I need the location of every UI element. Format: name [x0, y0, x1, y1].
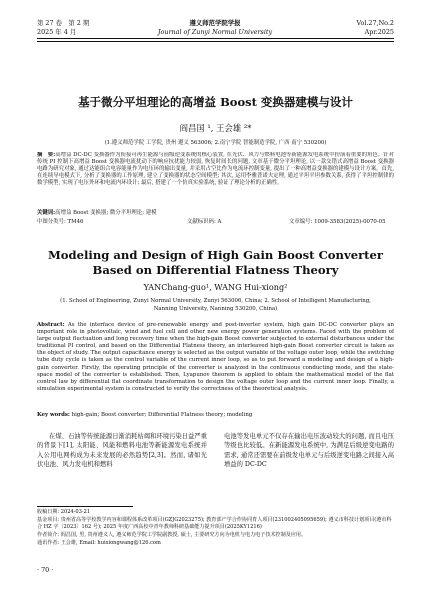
affiliation-en-line-2: Nanning University, Nanning 530200, China) [153, 306, 278, 312]
footnote-separator [37, 506, 133, 507]
keywords-cn-text: 高增益 Boost 变换器; 微分平坦理论; 建模 [55, 210, 157, 216]
authors-en: YANChang-guo¹, WANG Hui-xiong² [143, 282, 288, 292]
footnote-author-bio: 作者简介: 阎昌国, 男, 贵州遵义人, 遵义师范学院工学院副教授, 硕士, 主要研究方向为电机与电力电子技术控制及应用。 [37, 532, 307, 538]
date-en: Apr.2025 [364, 28, 394, 36]
footnote-corresponding-author: 通讯作者: 王会雄, Email: huixiongwang@126.com [37, 540, 161, 546]
keywords-en [37, 412, 394, 419]
volume-issue-cn: 第 27 卷 第 2 期 [37, 19, 90, 27]
clc-number: 中图分类号: TM46 [37, 219, 84, 225]
footnote-received-date: 收稿日期: 2024-03-21 [37, 509, 91, 515]
keywords-cn [37, 210, 394, 217]
abstract-cn-label: 摘 要: [37, 152, 56, 158]
date-cn: 2025 年 4 月 [37, 28, 77, 36]
header-rule-top [37, 38, 394, 39]
affiliation-cn: (1.遵义师范学院 工学院, 贵州 遵义 563006; 2.南宁学院 智能制造学院, 广西 南宁 530200) [104, 140, 327, 146]
classification-row [37, 219, 394, 226]
affiliation-en-line-1: (1. School of Engineering, Zunyi Normal University, Zunyi 563006, China; 2. School of Intelligent Manufacturing, [60, 298, 371, 304]
volume-issue-en: Vol.27,No.2 [356, 19, 394, 27]
keywords-en-text: high-gain; Boost converter; Differential Flatness theory; modeling [71, 412, 253, 418]
abstract-en-label: Abstract: [37, 322, 65, 328]
journal-name-cn: 遵义师范学院学报 [189, 19, 241, 27]
page-number: · 70 · [37, 566, 54, 574]
document-code: 文献标识码: A [187, 219, 222, 225]
header-rule-bottom [37, 41, 394, 42]
body-column-left: 在煤、石油等传统能源日渐消耗枯竭和环境污染日益严重的背景下[1], 太阳能、风能和燃料电池等新能源发电系统并入公用电网构成为未来发展的必然趋势[2,3]。然而, 诸如光伏电池、风力发电机和燃料 [37, 433, 207, 469]
journal-name-en: Journal of Zunyi Normal University [157, 28, 273, 36]
body-column-right: 电池等发电单元不仅存在输出电压波动较大的问题, 而且电压等级也比较低。在新能源发电系统中, 为满足后级逆变电路的需求, 通常还需要在前级发电单元与后级逆变电路之间接入高增益的 DC-DC [224, 433, 394, 469]
authors-cn: 阎昌国 ¹, 王会雄 ²* [179, 123, 252, 133]
abstract-cn [37, 152, 394, 209]
article-number: 文章编号: 1009-3583(2025)-0070-05 [289, 219, 386, 225]
keywords-en-label: Key words: [37, 412, 70, 418]
title-en: Modeling and Design of High Gain Boost Converter Based on Differential Flatness Theory [47, 248, 384, 277]
abstract-en [37, 322, 394, 407]
abstract-cn-text: 高增益 DC-DC 变换器作为衔接可再生能源与前级逆变系统的核心装置, 在光伏、风力与燃料电池等新能源发电系统中扮演着重要的角色。针对传统 PI 控制下高增益 Boost 变换器电流扰动下的响应抗扰能力较弱, 恢复时间长的问题, 文章基于微分平坦理论, 以一款交错式高增益 Boost 变换器电路为研究对象, 通过达能组合电容能量作为电压环的输出变量, 并采用占空比作为电流环控制变量, 提出了一种高增益变换器的建模与设计方案。首先, 在连续导电模式下, 分析了变换器的工作原理, 建立了变换器的状态空间模型; 其次, 运用李雅普诺夫定理, 通过平坦平坦参数关系, 获得了平坦控制律的数学模型, 实现了电压外环和电流内环设计; 最后, 搭建了一个仿真实验系统, 验证了理论分析的正确性。 [37, 152, 394, 187]
footnote-funding: 基金项目: 贵州省高等学校教学内容和课程体系改革项目(GZJG2023275); 教育部产学合作协同育人项目(231002405095659); 遵义市科技计划项目(遵市科合 HZ 字〔2023〕162 号); 2025 年度广西高校中青年教师科研基础能力提升项目(2025KY1216) [37, 517, 392, 530]
title-cn: 基于微分平坦理论的高增益 Boost 变换器建模与设计 [78, 95, 353, 109]
abstract-en-text: As the interface device of pre-renewable energy and post-inverter system, high gain DC-DC converter plays an important role in photovoltaic, wind and fuel cell and other new energy power generation systems. Faced with the problem of large output fluctuation and long recovery time when the high-gain Boost converter subjected to external disturbances under the traditional PI control, and based on the Differential Flatness theory, an interleaved high-gain Boost converter circuit is taken as the object of study. The output capacitance energy is selected as the output variable of the voltage outer loop, while the switching tube duty cycle is taken as the control variable of the current inner loop, so as to put forward a modeling and design of a high-gain converter. Firstly, the operating principle of the converter is analyzed in the continuous conducting mode, and the state-space model of the converter is established. Then, Lyapunov theorem is applied to obtain the mathematical model of the flat control law by differential flat coordinate transformation to design the voltage outer loop and the current inner loop. Finally, a simulation experimental system is constructed to verify the correctness of the theoretical analysis. [37, 322, 394, 392]
keywords-cn-label: 关键词: [37, 210, 56, 216]
